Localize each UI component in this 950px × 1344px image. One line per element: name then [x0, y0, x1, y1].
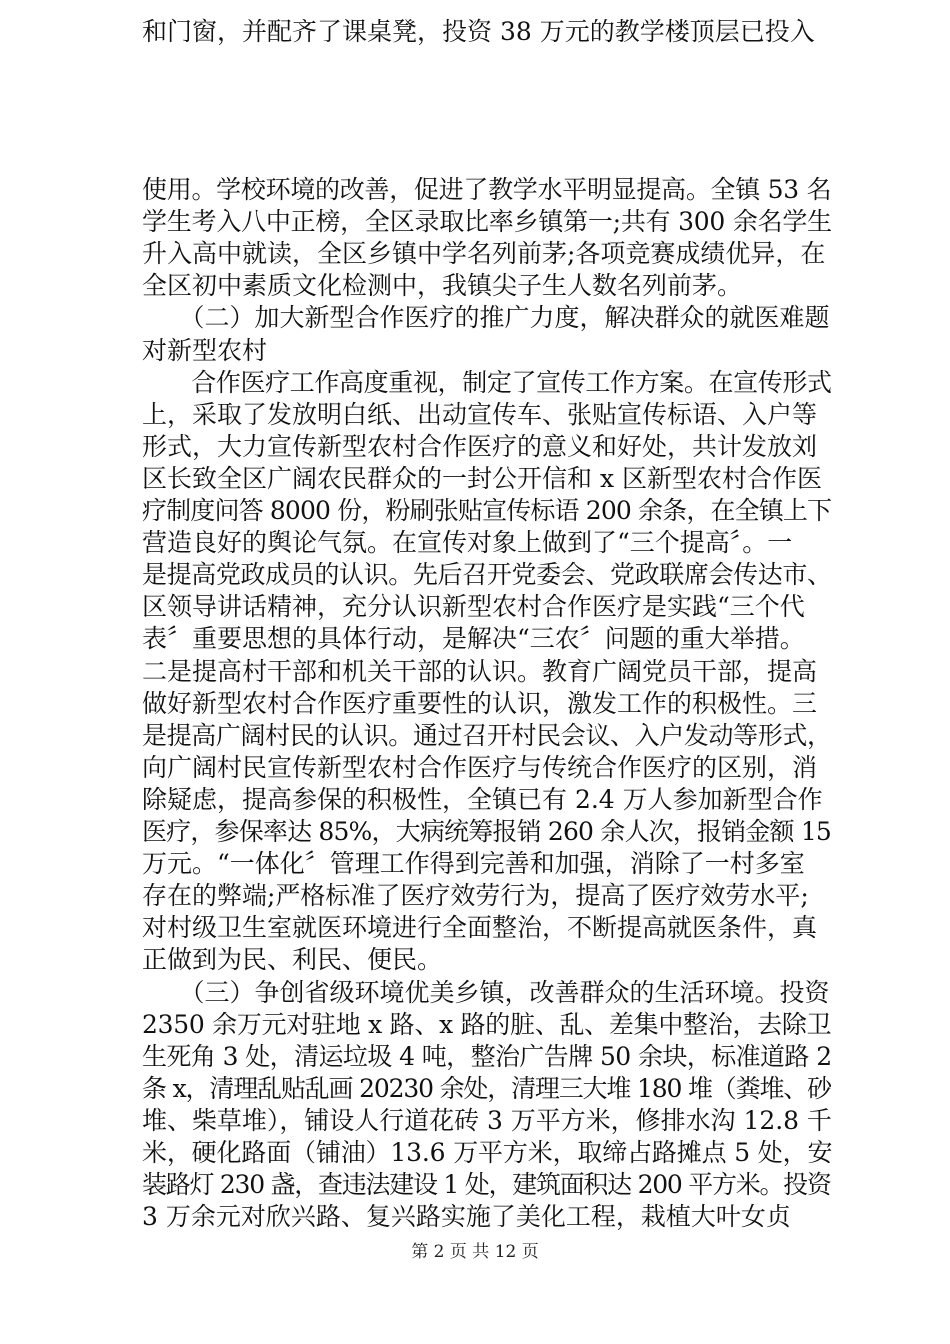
body-line: 上，采取了发放明白纸、出动宣传车、张贴宣传标语、入户等 [142, 399, 818, 429]
body-line: 堆、柴草堆），铺设人行道花砖 3 万平方米，修排水沟 12.8 千 [142, 1105, 832, 1135]
body-line: 生死角 3 处，清运垃圾 4 吨，整治广告牌 50 余块，标准道路 2 [142, 1041, 832, 1071]
body-line: 米，硬化路面（铺油）13.6 万平方米，取缔占路摊点 5 处，安 [142, 1138, 833, 1167]
body-line: 除疑虑，提高参保的积极性，全镇已有 2.4 万人参加新型合作 [142, 784, 823, 814]
body-line: 存在的弊端;严格标准了医疗效劳行为，提高了医疗效劳水平; [142, 881, 809, 911]
body-line: 升入高中就读，全区乡镇中学名列前茅;各项竞赛成绩优异，在 [142, 239, 826, 269]
page-footer: 第 2 页 共 12 页 [411, 1242, 539, 1262]
body-line: 医疗，参保率达 85%，大病统筹报销 260 余人次，报销金额 15 [142, 817, 832, 846]
body-line: 2350 余万元对驻地 x 路、x 路的脏、乱、差集中整治，去除卫 [142, 1009, 832, 1039]
body-line: 全区初中素质文化检测中，我镇尖子生人数名列前茅。 [142, 271, 743, 301]
body-line: 区长致全区广阔农民群众的一封公开信和 x 区新型农村合作医 [142, 463, 822, 493]
body-line: 表〞重要思想的具体行动，是解决“三农〞问题的重大举措。 [142, 624, 805, 654]
body-line: 对村级卫生室就医环境进行全面整治，不断提高就医条件，真 [142, 913, 818, 943]
top-partial-line: 和门窗，并配齐了课桌凳，投资 38 万元的教学楼顶层已投入 [142, 17, 815, 46]
body-line: 条 x，清理乱贴乱画 20230 余处，清理三大堆 180 堆（粪堆、砂 [142, 1073, 831, 1103]
body-line: （二）加大新型合作医疗的推广力度，解决群众的就医难题 [142, 303, 830, 333]
body-line: 对新型农村 [142, 335, 268, 365]
body-line: 是提高党政成员的认识。先后召开党委会、党政联席会传达市、 [142, 560, 832, 590]
body-line: 形式，大力宣传新型农村合作医疗的意义和好处，共计发放刘 [142, 431, 818, 461]
body-line: 3 万余元对欣兴路、复兴路实施了美化工程，栽植大叶女贞 [142, 1202, 791, 1232]
body-line: 做好新型农村合作医疗重要性的认识，激发工作的积极性。三 [142, 688, 818, 718]
body-line: 装路灯 230 盏，查违法建设 1 处，建筑面积达 200 平方米。投资 [142, 1170, 831, 1200]
body-line: 区领导讲话精神，充分认识新型农村合作医疗是实践“三个代 [142, 592, 805, 622]
body-line: （三）争创省级环境优美乡镇，改善群众的生活环境。投资 [142, 977, 830, 1007]
body-line: 营造良好的舆论气氛。在宣传对象上做到了“三个提高〞。一 [142, 528, 793, 558]
body-line: 是提高广阔村民的认识。通过召开村民会议、入户发动等形式， [142, 720, 832, 750]
body-line: 学生考入八中正榜，全区录取比率乡镇第一;共有 300 余名学生 [142, 207, 832, 237]
body-line: 向广阔村民宣传新型农村合作医疗与传统合作医疗的区别，消 [142, 752, 818, 782]
body-line: 使用。学校环境的改善，促进了教学水平明显提高。全镇 53 名 [142, 175, 832, 204]
body-line: 万元。“一体化〞管理工作得到完善和加强，消除了一村多室 [142, 849, 805, 879]
body-line: 疗制度问答 8000 份，粉刷张贴宣传标语 200 余条，在全镇上下 [142, 496, 832, 525]
body-line: 合作医疗工作高度重视，制定了宣传工作方案。在宣传形式 [142, 367, 832, 397]
body-line: 正做到为民、利民、便民。 [142, 945, 443, 975]
body-line: 二是提高村干部和机关干部的认识。教育广阔党员干部，提高 [142, 656, 818, 686]
